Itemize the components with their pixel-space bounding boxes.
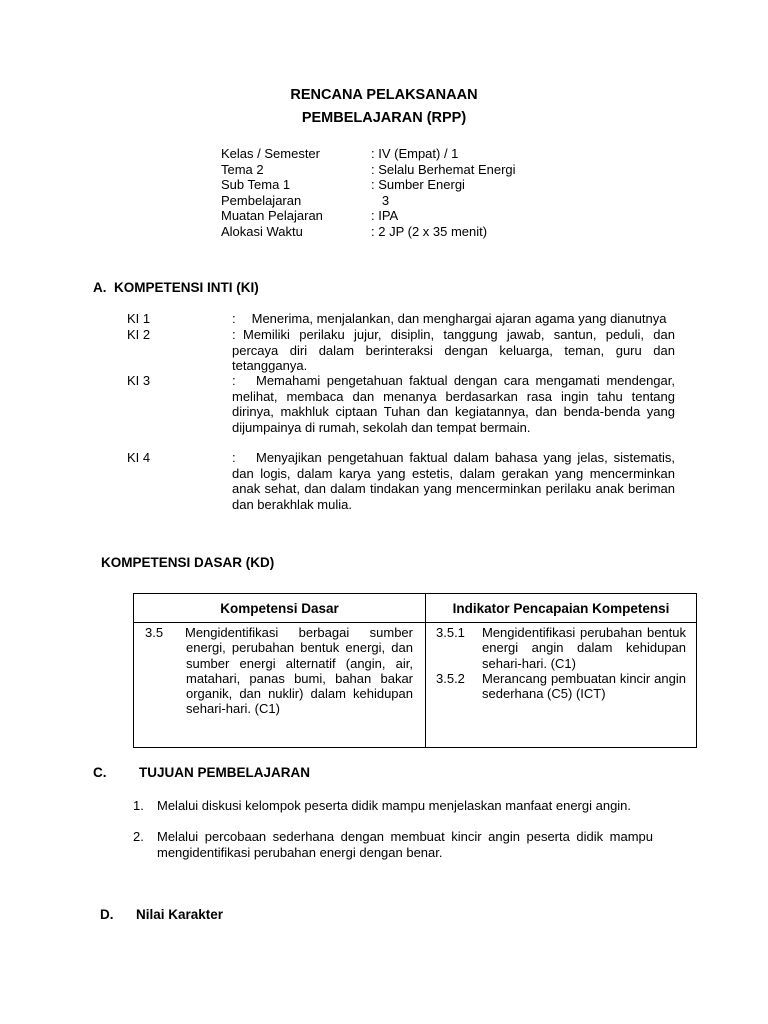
ki-label: KI 3 [127, 373, 151, 388]
ki-statement: Memiliki perilaku jujur, disiplin, tanggung jawab, santun, peduli, dan percaya diri dalam berinteraksi dengan keluarga, teman, guru dan tetangganya. [232, 327, 675, 373]
goal-text: Melalui percobaan sederhana dengan membuat kincir angin peserta didik mampu mengidentifikasi perubahan energi dengan benar. [157, 829, 653, 860]
ki-statement: Memahami pengetahuan faktual dengan cara mengamati mendengar, melihat, membaca dan menanya berdasarkan rasa ingin tahu tentang dirinya, makhluk ciptaan Tuhan dan kegiatannya, dan benda-benda yang dijumpainya di rumah, sekolah dan tempat bermain. [232, 373, 675, 435]
section-c-title: TUJUAN PEMBELAJARAN [139, 765, 311, 780]
kd-text: Mengidentifikasi berbagai sumber energi, perubahan bentuk energi, dan sumber energi alternatif (angin, air, matahari, panas bumi, bahan bakar organik, dan nuklir) dalam kehidupan sehari-hari. (C1) [185, 625, 413, 717]
section-d-title: Nilai Karakter [136, 907, 224, 922]
ki-colon: : [232, 311, 236, 326]
goal-number: 1. [133, 798, 144, 813]
kd-cell [134, 623, 426, 748]
ki-colon: : [232, 373, 236, 388]
indikator-cell [426, 623, 697, 748]
ki-statement: Menyajikan pengetahuan faktual dalam bahasa yang jelas, sistematis, dan logis, dalam karya yang estetis, dalam gerakan yang mencerminkan anak sehat, dan dalam tindakan yang mencerminkan perilaku anak beriman dan berakhlak mulia. [232, 450, 675, 512]
goal-text: Melalui diskusi kelompok peserta didik mampu menjelaskan manfaat energi angin. [157, 798, 632, 813]
meta-key: Muatan Pelajaran [221, 208, 323, 223]
indikator-text: Mengidentifikasi perubahan bentuk energi angin dalam kehidupan sehari-hari. (C1) [482, 625, 686, 671]
kd-number: 3.5 [145, 625, 164, 640]
ki-colon: : [232, 327, 236, 342]
meta-key: Sub Tema 1 [221, 177, 291, 192]
doc-title-line2: PEMBELAJARAN (RPP) [301, 110, 467, 126]
section-c-letter: C. [93, 765, 107, 780]
ki-label: KI 2 [127, 327, 151, 342]
indikator-number: 3.5.1 [436, 625, 465, 640]
table-header-indikator: Indikator Pencapaian Kompetensi [426, 594, 697, 623]
indikator-text: Merancang pembuatan kincir angin sederhana (C5) (ICT) [482, 671, 686, 702]
ki-colon: : [232, 450, 236, 465]
ki-text [232, 311, 712, 327]
ki-statement: Menerima, menjalankan, dan menghargai ajaran agama yang dianutnya [251, 311, 667, 326]
meta-value: : IPA [371, 208, 399, 223]
ki-text [232, 327, 675, 374]
kd-table [133, 593, 697, 748]
meta-value: : Sumber Energi [371, 177, 465, 192]
doc-title-line1: RENCANA PELAKSANAAN [290, 87, 478, 103]
meta-key: Pembelajaran [221, 192, 302, 208]
section-a-title: A. KOMPETENSI INTI (KI) [93, 280, 259, 295]
ki-label: KI 1 [127, 311, 151, 326]
section-d-letter: D. [100, 907, 114, 922]
indikator-number: 3.5.2 [436, 671, 465, 686]
meta-key: Kelas / Semester [221, 146, 320, 161]
table-header-kd: Kompetensi Dasar [134, 594, 426, 623]
table-header-row [134, 594, 697, 623]
ki-text [232, 450, 675, 512]
goal-number: 2. [133, 829, 144, 844]
meta-value: : Selalu Berhemat Energi [371, 161, 516, 177]
meta-value: 3 [371, 192, 390, 208]
meta-key: Alokasi Waktu [221, 223, 303, 239]
meta-value: : 2 JP (2 x 35 menit) [371, 223, 488, 239]
table-row [134, 623, 697, 748]
meta-value: : IV (Empat) / 1 [371, 146, 459, 161]
ki-text [232, 373, 675, 435]
meta-key: Tema 2 [221, 161, 264, 177]
ki-label: KI 4 [127, 450, 151, 465]
section-b-title: KOMPETENSI DASAR (KD) [101, 555, 275, 570]
